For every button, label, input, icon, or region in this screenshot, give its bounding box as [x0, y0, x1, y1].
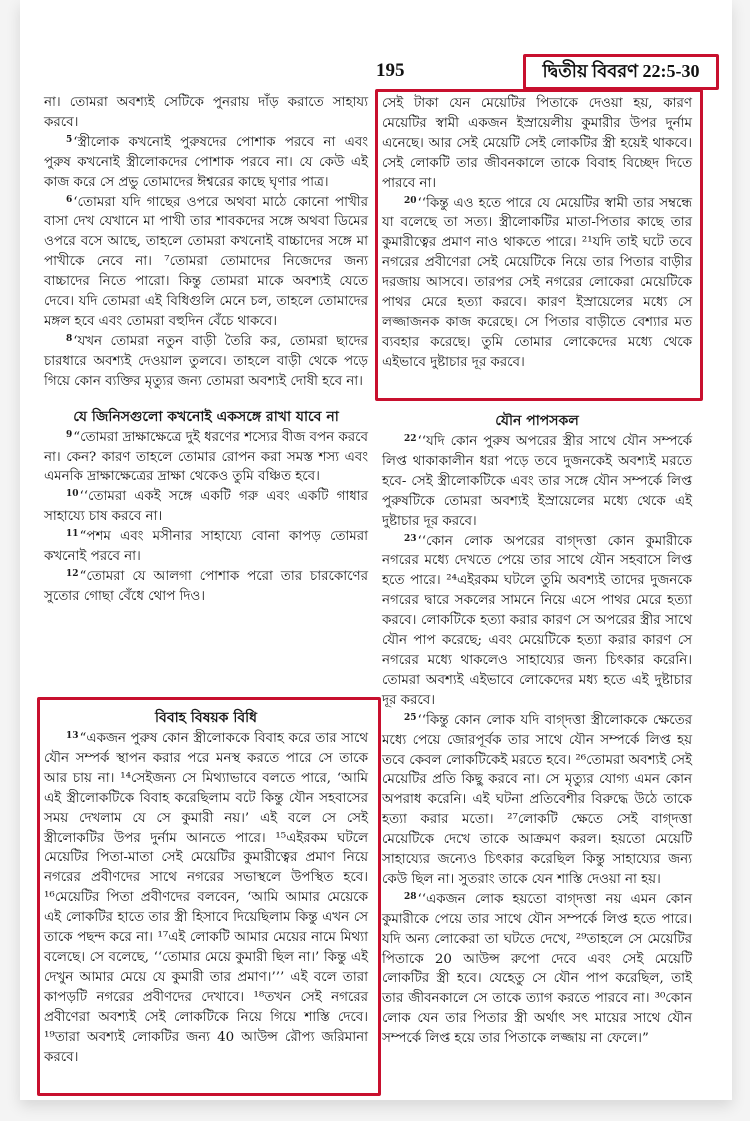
verse-paragraph: $^{13}$“একজন পুরুষ কোন স্ত্রীলোককে বিবাহ করে তার সাথে যৌন সম্পর্ক স্থাপন করার পরে মনস্থ করতে পারে সে তাকে আর চায় না। ¹⁴সেইজন্য সে মিথ্যাভাবে বলতে পারে, ‘আমি এই স্ত্রীলোকটিকে বিবাহ করেছিলাম বটে কিন্তু যৌন সহবাসের সময় দেখলাম যে সে কুমারী নয়।’ এই বলে সে সেই স্ত্রীলোকটির উপর দুর্নাম আনতে পারে। ¹⁵এইরকম ঘটলে মেয়েটির পিতা-মাতা সেই মেয়েটির কুমারীত্বের প্রমাণ নিয়ে নগরের প্রবীণদের সাথে নগরের সভাস্থলে উপস্থিত হবে। ¹⁶মেয়েটির পিতা প্রবীণদের বলবেন, ‘আমি আমার মেয়েকে এই লোকটির হাতে তার স্ত্রী হিসাবে দিয়েছিলাম কিন্তু এখন সে তাকে পছন্দ করে না। ¹⁷এই লোকটি আমার মেয়ের নামে মিথ্যা বলেছে। সে বলেছে, ‘‘তোমার মেয়ে কুমারী ছিল না।’ কিন্তু এই দেখুন আমার মেয়ে যে কুমারী তার প্রমাণ।’’’ এই বলে তারা কাপড়টি নগরের প্রবীণদের দেখাবে। ¹⁸তখন সেই নগরের প্রবীণেরা অবশ্যই সেই লোকটিকে নিয়ে গিয়ে শাস্তি দেবে। ¹⁹তারা অবশ্যই লোকটির জন্য 40 আউন্স রৌপ্য জরিমানা করবে। [44, 731, 368, 1065]
verse-number: 28 [404, 891, 417, 902]
left-paragraphs [44, 93, 368, 392]
verse-paragraph: $^{12}$“তোমরা যে আলগা পোশাক পরো তার চারকোণের সুতোর গোছা বেঁধে থোপ দিও। [44, 568, 368, 604]
section-heading: যে জিনিসগুলো কখনোই একসঙ্গে রাখা যাবে না [73, 408, 339, 425]
verse-paragraph: $^{20}$‘‘কিন্তু এও হতে পারে যে মেয়েটির স্বামী তার সম্বন্ধে যা বলেছে তা সত্য। স্ত্রীলোকটির মাতা-পিতার কাছে তার কুমারীত্বের প্রমাণ নাও থাকতে পারে। ²¹যদি তাই ঘটে তবে নগরের প্রবীণেরা সেই মেয়েটিকে নিয়ে তার পিতার বাড়ীর দরজায় আসবে। তারপর সেই নগরের লোকেরা মেয়েটিকে পাথর মেরে হত্যা করবে। কারণ ইস্রায়েলের মধ্যে সে লজ্জাজনক কাজ করেছে। সে পিতার বাড়ীতে বেশ্যার মত ব্যবহার করেছে। তুমি তোমার লোকেদের মধ্যে থেকে এইভাবে দুষ্টাচার দূর করবে। [382, 195, 692, 370]
verse-paragraph: $^5$‘স্ত্রীলোক কখনোই পুরুষদের পোশাক পরবে না এবং পুরুষ কখনোই স্ত্রীলোকদের পোশাক পরবে না। যে কেউ এই কাজ করে সে প্রভু তোমাদের ঈশ্বরের কাছে ঘৃণার পাত্র। [44, 134, 368, 190]
verse-number: 10 [66, 489, 79, 500]
verse-number: 9 [66, 429, 73, 440]
section-heading: বিবাহ বিষয়ক বিধি [155, 710, 257, 726]
verse-paragraph: $^9$“তোমরা দ্রাক্ষাক্ষেত্রে দুই ধরণের শস্যের বীজ বপন করবে না। কেন? কারণ তাহলে তোমার রোপন করা সমস্ত শস্য এবং এমনকি দ্রাক্ষাক্ষেত্রের দ্রাক্ষা থেকেও তুমি বঞ্চিত হবে। [44, 429, 368, 485]
verse-number: 13 [66, 731, 79, 741]
verse-number: 11 [66, 529, 79, 540]
section2-paragraphs [44, 428, 368, 607]
verse-number: 20 [404, 195, 417, 206]
page-number: 195 [376, 60, 405, 81]
verse-number: 5 [66, 134, 73, 145]
right-boxed-section [382, 94, 692, 373]
left-boxed-section [44, 707, 368, 1067]
verse-number: 6 [66, 194, 73, 205]
left-column [44, 93, 368, 607]
verse-number: 22 [404, 434, 417, 444]
verse-paragraph: $^{11}$“পশম এবং মসীনার সাহায্যে বোনা কাপড় তোমরা কখনোই পরবে না। [44, 529, 368, 565]
book-reference-box [523, 54, 719, 90]
verse-paragraph: $^{23}$‘‘কোন লোক অপরের বাগ্‌দত্তা কোন কুমারীকে নগরের মধ্যে দেখতে পেয়ে তার সাথে যৌন সহবাসে লিপ্ত হতে পারে। ²⁴এইরকম ঘটলে তুমি অবশ্যই তাদের দুজনকে নগরের দ্বারে সকলের সামনে নিয়ে এসে পাথর মেরে হত্যা করবে। লোকটিকে হত্যা করার কারণ সে অপরের স্ত্রীর সাথে যৌন পাপ করেছে; এবং মেয়েটিকে হত্যা করার কারণ সে নগরের মধ্যে থাকলেও সাহায্যের জন্য চিৎকার করেনি। তোমরা অবশ্যই এইভাবে লোকেদের মধ্য হতে এই দুষ্টাচার দূর করবে। [382, 533, 692, 708]
verse-paragraph: $^{25}$‘‘কিন্তু কোন লোক যদি বাগ্‌দত্তা স্ত্রীলোককে ক্ষেতের মধ্যে পেয়ে জোরপূর্বক তার সাথে যৌন সম্পর্কে লিপ্ত হয় তবে কেবল লোকটিকেই মরতে হবে। ²⁶তোমরা অবশ্যই সেই মেয়েটির প্রতি কিছু করবে না। সে মৃত্যুর যোগ্য এমন কোন অপরাধ করেনি। এই ঘটনা প্রতিবেশীর বিরুদ্ধে উঠে তাকে হত্যা করার মতো। ²⁷লোকটি ক্ষেতে সেই বাগ্‌দত্তা মেয়েটিকে দেখে তাকে আক্রমণ করল। হয়তো মেয়েটি সাহায্যের জন্যেও চিৎকার করেছিল কিন্তু সাহায্যের জন্য কেউ ছিল না। সুতরাং তাকে যেন শাস্তি দেওয়া না হয়। [382, 712, 692, 887]
verse-number: 8 [66, 333, 73, 344]
verse-number: 25 [404, 712, 417, 723]
verse-number: 23 [404, 533, 417, 544]
book-reference: দ্বিতীয় বিবরণ 22:5-30 [542, 60, 700, 81]
verse-paragraph: $^6$‘তোমরা যদি গাছের ওপরে অথবা মাঠে কোনো পাখীর বাসা দেখ যেখানে মা পাখী তার শাবকদের সঙ্গে অথবা ডিমের ওপরে বসে আছে, তাহলে তোমরা কখনোই বাচ্চাদের সঙ্গে মা পাখীকে নেবে না। ⁷তোমরা তোমাদের নিজেদের জন্য বাচ্চাদের নিতে পারো। কিন্তু তোমরা মাকে অবশ্যই যেতে দেবে। যদি তোমরা এই বিধিগুলি মেনে চল, তাহলে তোমাদের মঙ্গল হবে এবং তোমরা বহুদিন বেঁচে থাকবে। [44, 194, 368, 329]
verse-paragraph: সেই টাকা যেন মেয়েটির পিতাকে দেওয়া হয়, কারণ মেয়েটির স্বামী একজন ইস্রায়েলীয় কুমারীর উপর দুর্নাম এনেছে। আর সেই মেয়েটি সেই লোকটির স্ত্রী হয়েই থাকবে। সেই লোকটি তার জীবনকালে তাকে বিবাহ বিচ্ছেদ দিতে পারবে না। [382, 96, 692, 191]
right-column [382, 410, 692, 1049]
verse-paragraph: না। তোমরা অবশ্যই সেটিকে পুনরায় দাঁড় করাতে সাহায্য করবে। [44, 95, 368, 130]
section-heading: যৌন পাপসকল [495, 413, 579, 429]
verse-paragraph: $^8$‘যখন তোমরা নতুন বাড়ী তৈরি কর, তোমরা ছাদের চারধারে অবশ্যই দেওয়াল তুলবে। তাহলে বাড়ী থেকে পড়ে গিয়ে কোন ব্যক্তির মৃত্যুর জন্য তোমরা অবশ্যই দোষী হবে না। [44, 333, 368, 389]
verse-paragraph: $^{10}$‘‘তোমরা একই সঙ্গে একটি গরু এবং একটি গাধার সাহায্যে চাষ করবে না। [44, 489, 368, 525]
verse-number: 12 [66, 568, 79, 579]
scripture-page [20, 0, 732, 1100]
verse-paragraph: $^{22}$‘‘যদি কোন পুরুষ অপরের স্ত্রীর সাথে যৌন সম্পর্কে লিপ্ত থাকাকালীন ধরা পড়ে তবে দুজনকেই অবশ্যই মরতে হবে- সেই স্ত্রীলোকটিকে এবং তার সঙ্গে যৌন সম্পর্কে লিপ্ত পুরুষটিকে তোমরা অবশ্যই ইস্রায়েলের মধ্যে থেকে এই দুষ্টাচার দূর করবে। [382, 434, 692, 529]
verse-paragraph: $^{28}$‘‘একজন লোক হয়তো বাগ্‌দত্তা নয় এমন কোন কুমারীকে পেয়ে তার সাথে যৌন সম্পর্কে লিপ্ত হতে পারে। যদি অন্য লোকেরা তা ঘটতে দেখে, ²⁹তাহলে সে মেয়েটির পিতাকে 20 আউন্স রুপো দেবে এবং সেই মেয়েটি লোকটির স্ত্রী হবে। যেহেতু সে যৌন পাপ করেছিল, তাই তার জীবনকালে সে তাকে ত্যাগ করতে পারবে না। ³⁰কোন লোক যেন তার পিতার স্ত্রী অর্থাৎ সৎ মায়ের সাথে যৌন সম্পর্কে লিপ্ত হয়ে তার পিতাকে লজ্জায় না ফেলে।” [382, 891, 692, 1047]
